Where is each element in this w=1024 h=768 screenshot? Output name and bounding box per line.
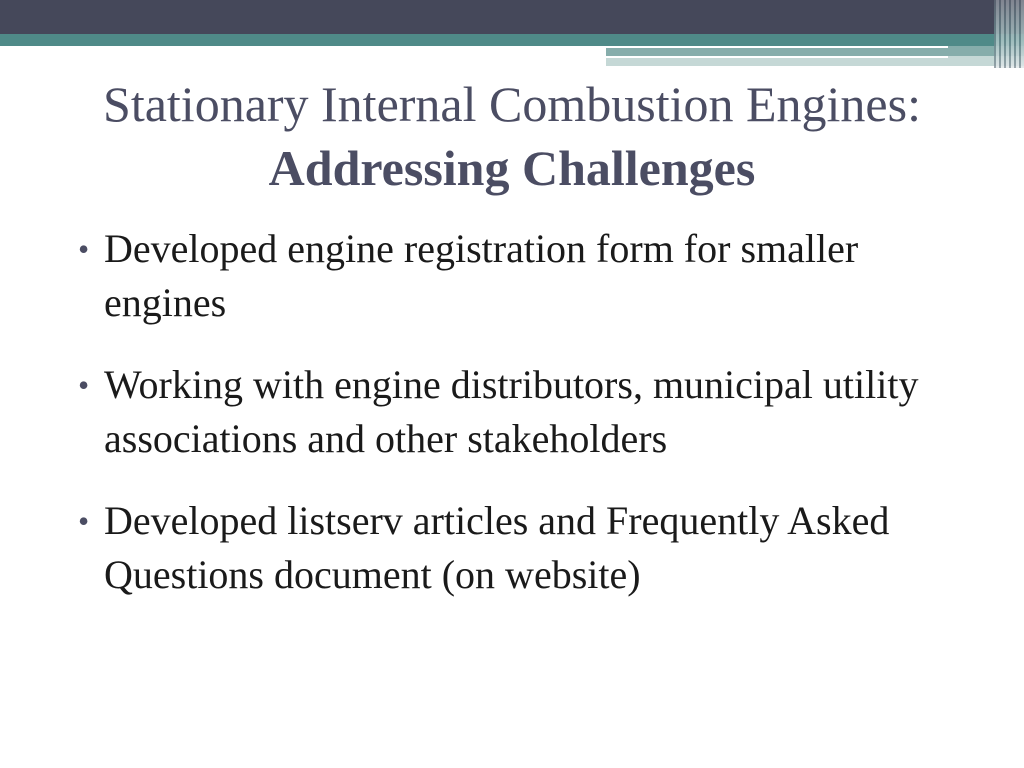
slide-title-bold: Addressing Challenges: [268, 140, 756, 196]
bullet-marker: •: [78, 231, 90, 267]
bullet-item: [74, 358, 974, 466]
header-teal-bar: [0, 34, 1024, 46]
header-divider-line-lower: [606, 56, 948, 58]
bullet-text: Developed engine registration form for smaller engines: [104, 226, 859, 325]
slide-title: [40, 72, 984, 200]
bullet-item: [74, 222, 974, 330]
header-dark-bar: [0, 0, 1024, 34]
bullet-text: Working with engine distributors, municipal utility associations and other stakeholders: [104, 362, 919, 461]
bullet-item: [74, 494, 974, 602]
header-divider-line: [606, 46, 948, 48]
bullet-text: Developed listserv articles and Frequently Asked Questions document (on website): [104, 498, 890, 597]
header-edge-stripes-shade: [994, 0, 1024, 68]
bullet-list: [74, 222, 974, 630]
slide-title-regular: Stationary Internal Combustion Engines:: [103, 76, 921, 132]
bullet-marker: •: [78, 503, 90, 539]
bullet-marker: •: [78, 367, 90, 403]
